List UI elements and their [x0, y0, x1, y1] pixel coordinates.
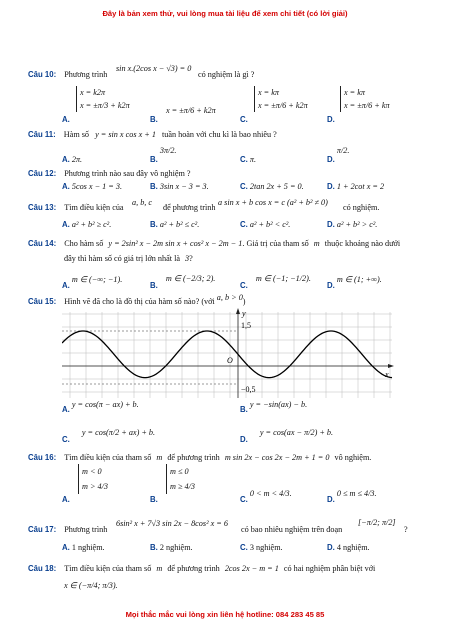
answer-d-label: D.: [327, 115, 335, 124]
question-15-stem: [28, 293, 246, 306]
question-14-stem: [28, 239, 400, 248]
question-number: Câu 17:: [28, 525, 57, 534]
question-number: Câu 14:: [28, 239, 57, 248]
question-text: có nghiệm là gì ?: [198, 70, 255, 79]
answer-d[interactable]: [340, 86, 390, 112]
answer-text: m ∈ (−2/3; 2).: [165, 274, 216, 283]
question-text: Phương trình: [64, 70, 108, 79]
answer-text: m ∈ (−∞; −1).: [71, 275, 123, 284]
answer-c-label: C.: [240, 155, 248, 164]
answer-b[interactable]: [150, 543, 193, 552]
question-text: Phương trình nào sau đây vô nghiệm ?: [64, 169, 191, 178]
system-line: x = ±π/3 + k2π: [80, 101, 130, 110]
answer-c-label: C.: [240, 543, 248, 552]
answer-text: 3sin x − 3 = 3.: [159, 182, 209, 191]
answer-b-label: B.: [150, 182, 158, 191]
answer-a[interactable]: [62, 182, 122, 191]
answer-text: 1 + 2cot x = 2: [336, 182, 385, 191]
question-number: Câu 13:: [28, 203, 57, 212]
question-text: Tìm điều kiện của tham số: [64, 564, 152, 573]
curve: [62, 331, 392, 378]
answer-a[interactable]: [62, 275, 123, 290]
answer-d-label: D.: [327, 155, 335, 164]
answer-b-label: B.: [240, 405, 248, 414]
answer-text: 2tan 2x + 5 = 0.: [249, 182, 304, 191]
system-line: m ≥ 4/3: [170, 482, 195, 491]
question-text: để phương trình: [167, 453, 220, 462]
question-16-stem: [28, 453, 371, 462]
question-text: tuần hoàn với chu kì là bao nhiêu ?: [161, 130, 277, 139]
answer-b[interactable]: [166, 464, 195, 494]
answer-text: 0 ≤ m ≤ 4/3.: [336, 489, 377, 498]
answer-c-label: C.: [62, 435, 70, 444]
answer-text: 4 nghiệm.: [336, 543, 370, 552]
answer-c[interactable]: [62, 428, 156, 444]
answer-text: y = −sin(ax) − b.: [249, 400, 308, 409]
variables: a, b, c: [132, 198, 153, 207]
answer-c-label: C.: [240, 220, 248, 229]
question-text: ?: [189, 254, 193, 263]
equation: 6sin² x + 7√3 sin 2x − 8cos² x = 6: [116, 519, 228, 528]
equation: a sin x + b cos x = c (a² + b² ≠ 0): [218, 198, 328, 207]
question-text: . Giá trị của tham số: [242, 239, 309, 248]
answer-c-label: C.: [240, 281, 248, 290]
question-11-stem: [28, 130, 277, 139]
answer-text: 5cos x − 1 = 3.: [71, 182, 123, 191]
question-text: Cho hàm số: [64, 239, 104, 248]
answer-c[interactable]: [240, 182, 304, 191]
answer-b[interactable]: [150, 146, 177, 164]
answer-d[interactable]: [327, 543, 370, 552]
parameter: m: [156, 564, 163, 573]
hotline-banner: Mọi thắc mắc vui lòng xin liên hệ hotline: 084 283 45 85: [125, 610, 325, 619]
question-text: ): [242, 297, 246, 306]
answer-text: 2π.: [71, 155, 83, 164]
equation: m sin 2x − cos 2x − 2m + 1 = 0: [224, 453, 330, 462]
answer-a-label: A.: [62, 182, 70, 191]
answer-c[interactable]: [240, 155, 256, 164]
answer-text: a² + b² > c².: [336, 220, 378, 229]
answer-d[interactable]: [327, 220, 377, 229]
answer-text: 0 < m < 4/3.: [249, 489, 292, 498]
answer-text: m ∈ (1; +∞).: [336, 275, 382, 284]
question-text: có bao nhiêu nghiệm trên đoạn: [241, 525, 343, 534]
answer-text: 2 nghiệm.: [159, 543, 193, 552]
answer-b[interactable]: [150, 220, 199, 229]
answer-a-label: A.: [62, 155, 70, 164]
answer-b-label: B.: [150, 543, 158, 552]
system-line: m < 0: [82, 467, 102, 476]
answer-c[interactable]: [240, 489, 292, 504]
question-text: có hai nghiệm phân biệt với: [283, 564, 376, 573]
answer-b-label: B.: [150, 495, 158, 504]
question-number: Câu 11:: [28, 130, 56, 139]
question-number: Câu 12:: [28, 169, 57, 178]
answer-text: y = cos(ax − π/2) + b.: [259, 428, 334, 437]
system-line: x = kπ: [344, 88, 365, 97]
question-number: Câu 15:: [28, 297, 57, 306]
x-axis-arrow-icon: [388, 364, 394, 368]
answer-text: y = cos(π/2 + ax) + b.: [81, 428, 156, 437]
system-line: x = ±π/6 + k2π: [258, 101, 308, 110]
answer-d-label: D.: [327, 182, 335, 191]
answer-text: a² + b² ≤ c².: [159, 220, 200, 229]
question-13-stem: [28, 203, 124, 212]
answer-a-label: A.: [62, 543, 70, 552]
question-text: Phương trình: [64, 525, 108, 534]
answer-a-label: A.: [62, 220, 70, 229]
answer-c[interactable]: [240, 274, 311, 290]
answer-text: a² + b² ≥ c².: [71, 220, 112, 229]
answer-b-label: B.: [150, 281, 158, 290]
system-line: m > 4/3: [82, 482, 108, 491]
question-text: Hình vẽ đã cho là đồ thị của hàm số nào? (với: [64, 297, 215, 306]
y-label: y: [242, 309, 246, 318]
answer-d[interactable]: [327, 182, 384, 191]
answer-d-label: D.: [327, 281, 335, 290]
answer-a-label: A.: [62, 405, 70, 414]
answer-b-label: B.: [150, 115, 158, 124]
x-label: x: [385, 370, 389, 379]
answer-b[interactable]: [240, 400, 308, 414]
equation: 2cos 2x − m = 1: [224, 564, 279, 573]
answer-b-label: B.: [150, 155, 158, 164]
answer-b[interactable]: x = ±π/6 + k2π: [166, 106, 216, 115]
answer-d-label: D.: [327, 543, 335, 552]
question-14-line2: [64, 254, 193, 263]
answer-a[interactable]: [62, 543, 105, 552]
question-number: Câu 16:: [28, 453, 57, 462]
question-text: để phương trình: [167, 564, 220, 573]
answer-d[interactable]: [240, 428, 334, 444]
answer-b-label: B.: [150, 220, 158, 229]
answer-text: m ∈ (−1; −1/2).: [255, 274, 311, 283]
interval: [−π/2; π/2]: [358, 518, 396, 527]
question-text: thuộc khoảng nào dưới: [324, 239, 401, 248]
question-text: vô nghiệm.: [334, 453, 372, 462]
answer-d[interactable]: [327, 489, 377, 504]
answer-d-label: D.: [240, 435, 248, 444]
answer-d[interactable]: [327, 275, 382, 290]
answer-c[interactable]: [240, 220, 290, 229]
question-text: ?: [404, 525, 408, 534]
question-number: Câu 18:: [28, 564, 57, 573]
question-number: Câu 10:: [28, 70, 57, 79]
max-value: 3: [185, 254, 190, 263]
equation: y = sin x cos x + 1: [95, 130, 156, 139]
condition: x ∈ (−π/4; π/3).: [64, 581, 118, 590]
answer-a-label: A.: [62, 115, 70, 124]
answer-text: a² + b² < c².: [249, 220, 291, 229]
function-graph: [62, 308, 394, 400]
y-axis-arrow-icon: [236, 308, 240, 314]
answer-b[interactable]: [150, 182, 209, 191]
system-line: m ≤ 0: [170, 467, 189, 476]
question-18-stem: [28, 564, 375, 573]
answer-text: π/2.: [336, 146, 350, 155]
answer-a-label: A.: [62, 281, 70, 290]
answer-a-label: A.: [62, 495, 70, 504]
system-line: x = k2π: [80, 88, 106, 97]
parameter: m: [156, 453, 163, 462]
answer-text: 3π/2.: [159, 146, 177, 155]
max-label: 1,5: [241, 321, 251, 330]
answer-a[interactable]: [62, 400, 139, 414]
question-10-stem: [28, 70, 107, 79]
answer-d[interactable]: [327, 146, 350, 164]
equation: sin x.(2cos x − √3) = 0: [116, 64, 192, 73]
answer-d-label: D.: [327, 220, 335, 229]
answer-d-label: D.: [327, 495, 335, 504]
answer-b[interactable]: [150, 274, 216, 290]
equation: y = 2sin² x − 2m sin x + cos² x − 2m − 1: [108, 239, 243, 248]
answer-c[interactable]: [254, 86, 308, 112]
answer-c[interactable]: [240, 543, 283, 552]
question-text: Hàm số: [63, 130, 90, 139]
answer-c-label: C.: [240, 495, 248, 504]
answer-a[interactable]: [62, 155, 82, 164]
preview-banner: Đây là bản xem thử, vui lòng mua tài liệu để xem chi tiết (có lời giải): [102, 9, 348, 18]
answer-text: π.: [249, 155, 257, 164]
answer-a[interactable]: [62, 86, 130, 112]
answer-text: y = cos(π − ax) + b.: [71, 400, 139, 409]
question-17-stem: [28, 525, 107, 534]
question-text: Tìm điều kiện của: [64, 203, 124, 212]
answer-a[interactable]: [62, 220, 111, 229]
origin-label: O: [227, 356, 233, 365]
min-label: −0,5: [241, 385, 256, 394]
parameter: m: [313, 239, 320, 248]
system-line: x = kπ: [258, 88, 279, 97]
question-text: đây thì hàm số có giá trị lớn nhất là: [64, 254, 180, 263]
question-text: có nghiệm.: [343, 203, 380, 212]
condition: a, b > 0: [216, 293, 243, 302]
question-text: để phương trình: [163, 203, 216, 212]
answer-a[interactable]: [78, 464, 108, 494]
question-text: Tìm điều kiện của tham số: [64, 453, 152, 462]
answer-c-label: C.: [240, 182, 248, 191]
system-line: x = ±π/6 + kπ: [344, 101, 390, 110]
answer-text: 1 nghiệm.: [71, 543, 105, 552]
answer-c-label: C.: [240, 115, 248, 124]
question-12-stem: [28, 169, 191, 178]
answer-text: 3 nghiệm.: [249, 543, 283, 552]
